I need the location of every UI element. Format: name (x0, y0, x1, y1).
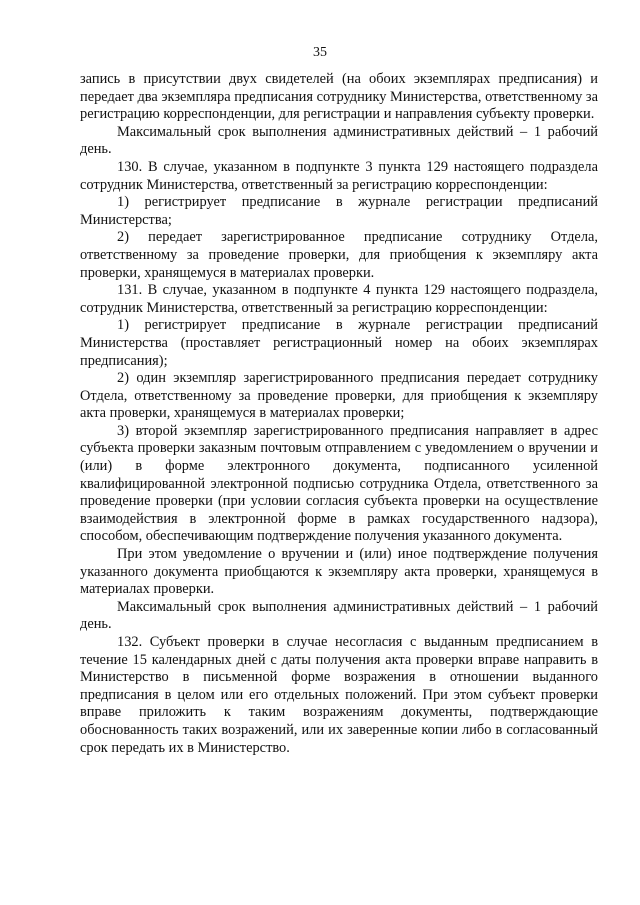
paragraph-continuation: запись в присутствии двух свидетелей (на обоих экземплярах предписания) и передает два экземпляра предписания сотруднику Министерства, ответственному за регистрацию корреспонденции, для регистрации и направления субъекту проверки. (80, 71, 599, 123)
page-number: 35 (313, 45, 327, 60)
paragraph-notification: При этом уведомление о вручении и (или) иное подтверждение получения указанного документа приобщаются к экземпляру акта проверки, хранящемуся в материалах проверки. (80, 546, 598, 598)
paragraph-130: 130. В случае, указанном в подпункте 3 пункта 129 настоящего подраздела сотрудник Министерства, ответственный за регистрацию корреспонденции: (80, 158, 598, 193)
paragraph-131-item-2: 2) один экземпляр зарегистрированного предписания передает сотруднику Отдела, ответственному за проведение проверки, для приобщения к экземпляру акта проверки, хранящемуся в материалах проверки; (80, 370, 598, 422)
paragraph-132: 132. Субъект проверки в случае несогласия с выданным предписанием в течение 15 календарных дней с даты получения акта проверки вправе направить в Министерство в письменной форме возражения в отношении выданного предписания в целом или его отдельных положений. При этом субъект проверки вправе приложить к таким возражениям документы, подтверждающие обоснованность таких возражений, или их заверенные копии либо в согласованный срок передать их в Министерство. (80, 634, 598, 756)
paragraph-max-term-1: Максимальный срок выполнения административных действий – 1 рабочий день. (80, 123, 598, 158)
paragraph-max-term-2: Максимальный срок выполнения административных действий – 1 рабочий день. (80, 598, 598, 633)
paragraph-131-item-3: 3) второй экземпляр зарегистрированного предписания направляет в адрес субъекта проверки заказным почтовым отправлением с уведомлением о вручении и (или) в форме электронного документа, подписанного усиленной квалифицированной электронной подписью сотрудника Отдела, ответственного за проведение проверки (при условии согласия субъекта проверки на осуществление взаимодействия в электронной форме в рамках государственного надзора), способом, обеспечивающим подтверждение получения указанного документа. (80, 422, 598, 545)
document-body (80, 71, 598, 757)
paragraph-130-item-2: 2) передает зарегистрированное предписание сотруднику Отдела, ответственному за проведение проверки, для приобщения к экземпляру акта проверки, хранящемуся в материалах проверки. (80, 229, 598, 281)
paragraph-131: 131. В случае, указанном в подпункте 4 пункта 129 настоящего подраздела, сотрудник Министерства, ответственный за регистрацию корреспонденции: (80, 282, 598, 316)
paragraph-130-item-1: 1) регистрирует предписание в журнале регистрации предписаний Министерства; (80, 194, 598, 228)
paragraph-131-item-1: 1) регистрирует предписание в журнале регистрации предписаний Министерства (проставляет регистрационный номер на обоих экземплярах предписания); (80, 317, 598, 369)
